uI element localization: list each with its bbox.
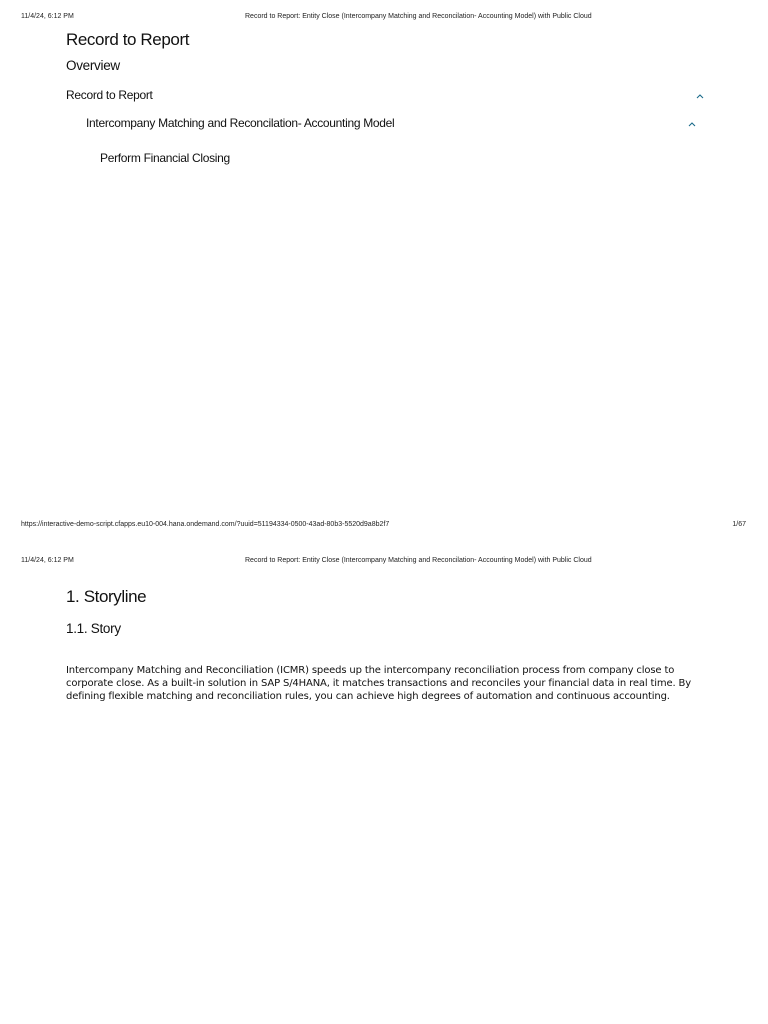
print-footer-page-1 [0, 521, 768, 533]
print-document-title: Record to Report: Entity Close (Intercompany Matching and Reconcilation- Accounting Model) with Public Cloud [245, 557, 592, 564]
nav-item-perform-financial-closing[interactable] [0, 151, 768, 169]
print-date: 11/4/24, 6:12 PM [21, 557, 74, 564]
nav-item-label: Perform Financial Closing [100, 151, 230, 165]
nav-item-label: Record to Report [66, 88, 153, 102]
overview-heading: Overview [66, 58, 120, 73]
print-date: 11/4/24, 6:12 PM [21, 13, 74, 20]
section-title-storyline: 1. Storyline [66, 587, 147, 606]
print-document-title: Record to Report: Entity Close (Intercompany Matching and Reconcilation- Accounting Model) with Public Cloud [245, 13, 592, 20]
nav-item-intercompany-matching[interactable] [0, 116, 768, 134]
page-number: 1/67 [732, 521, 746, 528]
nav-item-label: Intercompany Matching and Reconcilation- Accounting Model [86, 116, 395, 130]
print-header-page-1 [0, 13, 768, 25]
print-url: https://interactive-demo-script.cfapps.eu10-004.hana.ondemand.com/?uuid=51194334-0500-43ad-80b3-5520d9a8b2f7 [21, 521, 390, 528]
page-title: Record to Report [66, 30, 190, 49]
print-header-page-2 [0, 557, 768, 569]
nav-item-record-to-report[interactable] [0, 88, 768, 106]
story-paragraph: Intercompany Matching and Reconciliation (ICMR) speeds up the intercompany reconciliation process from company close to corporate close. As a built-in solution in SAP S/4HANA, it matches transactions and reconciles your financial data in real time. By defining flexible matching and reconciliation rules, you can achieve high degrees of automation and continuous accounting. [66, 665, 692, 702]
chevron-up-icon[interactable] [686, 118, 698, 130]
chevron-up-icon[interactable] [694, 90, 706, 102]
subsection-title-story: 1.1. Story [66, 621, 121, 636]
